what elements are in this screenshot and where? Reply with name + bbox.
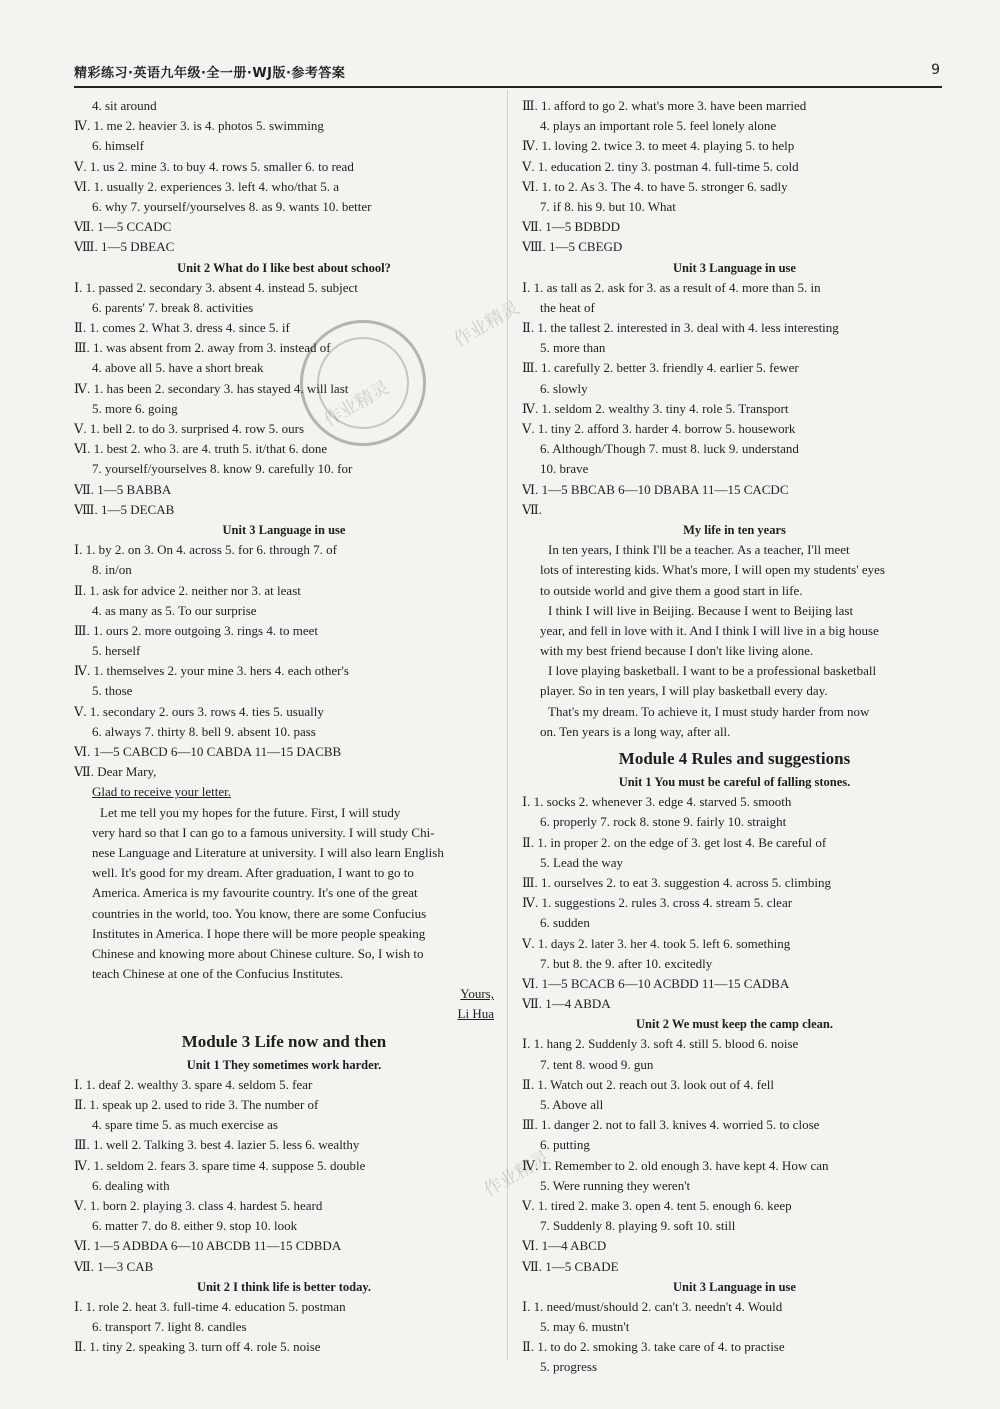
answer-line: Ⅲ. 1. was absent from 2. away from 3. instead of: [74, 340, 331, 356]
answer-line: Ⅰ. 1. deaf 2. wealthy 3. spare 4. seldom 5. fear: [74, 1076, 313, 1092]
answer-line: Ⅰ. 1. hang 2. Suddenly 3. soft 4. still 5. blood 6. noise: [522, 1036, 799, 1052]
answer-line: Ⅶ. 1—5 BABBA: [74, 481, 172, 497]
answer-line: Ⅰ. 1. passed 2. secondary 3. absent 4. instead 5. subject: [74, 279, 358, 295]
answer-line: 5. progress: [540, 1359, 598, 1375]
answer-line: Ⅶ. 1—5 CCADC: [74, 219, 172, 235]
answer-line: 5. more than: [540, 340, 606, 356]
answer-line: Ⅴ. 1. education 2. tiny 3. postman 4. full-time 5. cold: [522, 158, 799, 174]
answer-line: Ⅵ. 1—5 ADBDA 6—10 ABCDB 11—15 CDBDA: [74, 1238, 342, 1254]
answer-line: 4. above all 5. have a short break: [92, 360, 264, 376]
letter-signoff: Li Hua: [457, 1006, 494, 1022]
answer-line: 7. but 8. the 9. after 10. excitedly: [540, 955, 713, 971]
answer-line: Ⅲ. 1. ourselves 2. to eat 3. suggestion 4. across 5. climbing: [522, 874, 831, 890]
left-column: [74, 96, 494, 1357]
answer-line: 7. Suddenly 8. playing 9. soft 10. still: [540, 1218, 736, 1234]
answer-line: Ⅴ. 1. us 2. mine 3. to buy 4. rows 5. smaller 6. to read: [74, 158, 354, 174]
watermark-text: 作业精灵: [450, 297, 524, 352]
answer-line: 5. those: [92, 683, 133, 699]
answer-line: 6. always 7. thirty 8. bell 9. absent 10. pass: [92, 723, 316, 739]
answer-line: Ⅴ. 1. born 2. playing 3. class 4. hardest 5. heard: [74, 1197, 323, 1213]
answer-line: Ⅷ. 1—5 DECAB: [74, 501, 175, 517]
answer-line: Ⅰ. 1. socks 2. whenever 3. edge 4. starved 5. smooth: [522, 794, 792, 810]
answer-line: 5. Lead the way: [540, 854, 624, 870]
answer-line: 7. yourself/yourselves 8. know 9. carefully 10. for: [92, 461, 353, 477]
answer-line: 7. if 8. his 9. but 10. What: [540, 198, 676, 214]
answer-line: the heat of: [540, 299, 595, 315]
answer-line: Ⅳ. 1. Remember to 2. old enough 3. have kept 4. How can: [522, 1157, 829, 1173]
answer-line: 6. sudden: [540, 915, 590, 931]
answer-line: Ⅲ. 1. well 2. Talking 3. best 4. lazier 5. less 6. wealthy: [74, 1137, 360, 1153]
unit-heading: Unit 3 Language in use: [673, 260, 796, 275]
essay-line: lots of interesting kids. What's more, I will open my students' eyes: [540, 562, 885, 578]
answer-line: Ⅶ. Dear Mary,: [74, 764, 157, 780]
answer-line: Ⅵ. 1. best 2. who 3. are 4. truth 5. it/that 6. done: [74, 441, 328, 457]
answer-line: 6. parents' 7. break 8. activities: [92, 299, 254, 315]
answer-line: Ⅰ. 1. need/must/should 2. can't 3. needn't 4. Would: [522, 1298, 783, 1314]
answer-line: 6. Although/Though 7. must 8. luck 9. understand: [540, 441, 799, 457]
answer-line: 6. slowly: [540, 380, 588, 396]
answer-line: Ⅲ. 1. afford to go 2. what's more 3. have been married: [522, 98, 807, 113]
essay-line: I love playing basketball. I want to be a professional basketball: [548, 663, 877, 679]
unit-heading: Unit 2 We must keep the camp clean.: [636, 1017, 833, 1032]
answer-line: Ⅴ. 1. secondary 2. ours 3. rows 4. ties 5. usually: [74, 703, 324, 719]
unit-heading: Unit 1 They sometimes work harder.: [186, 1057, 382, 1072]
answer-line: Ⅱ. 1. in proper 2. on the edge of 3. get lost 4. Be careful of: [522, 834, 827, 850]
answer-line: Ⅱ. 1. the tallest 2. interested in 3. deal with 4. less interesting: [522, 320, 839, 336]
answer-line: 6. why 7. yourself/yourselves 8. as 9. wants 10. better: [92, 198, 372, 214]
answer-line: Ⅵ. 1. usually 2. experiences 3. left 4. who/that 5. a: [74, 178, 340, 194]
essay-line: America. America is my favourite country. It's one of the great: [92, 885, 418, 901]
answer-line: 5. Were running they weren't: [540, 1177, 691, 1193]
answer-line: Ⅲ. 1. ours 2. more outgoing 3. rings 4. to meet: [74, 622, 318, 638]
answer-line: Ⅲ. 1. carefully 2. better 3. friendly 4. earlier 5. fewer: [522, 360, 799, 376]
answer-line: Ⅳ. 1. has been 2. secondary 3. has stayed 4. will last: [74, 380, 349, 396]
unit-heading: Unit 1 You must be careful of falling stones.: [618, 775, 851, 789]
watermark-text: 作业精灵: [320, 377, 394, 432]
right-column: [522, 96, 947, 1378]
answer-line: Ⅴ. 1. bell 2. to do 3. surprised 4. row 5. ours: [74, 421, 305, 436]
essay-line: with my best friend because I don't like living alone.: [540, 643, 814, 659]
answer-line: 10. brave: [540, 461, 589, 477]
answer-line: Ⅰ. 1. role 2. heat 3. full-time 4. education 5. postman: [74, 1298, 346, 1314]
unit-heading: Unit 2 What do I like best about school?: [177, 260, 391, 275]
essay-line: to outside world and give them a good start in life.: [540, 582, 803, 598]
page-header: [74, 60, 942, 88]
answer-line: 8. in/on: [92, 562, 132, 578]
module-heading: Module 3 Life now and then: [181, 1031, 387, 1051]
answer-line: Ⅵ. 1—5 BCACB 6—10 ACBDD 11—15 CADBA: [522, 975, 790, 991]
answer-line: Ⅴ. 1. tiny 2. afford 3. harder 4. borrow 5. housework: [522, 421, 796, 436]
answer-line: Ⅶ. 1—4 ABDA: [522, 996, 611, 1012]
answer-line: 6. matter 7. do 8. either 9. stop 10. look: [92, 1218, 298, 1234]
answer-line: Ⅳ. 1. seldom 2. wealthy 3. tiny 4. role 5. Transport: [522, 400, 789, 416]
answer-line: Ⅷ. 1—5 DBEAC: [74, 239, 175, 255]
answer-line: 4. plays an important role 5. feel lonely alone: [540, 118, 777, 134]
answer-line: Ⅱ. 1. ask for advice 2. neither nor 3. at least: [74, 582, 301, 598]
essay-line: well. It's good for my dream. After graduation, I want to go to: [92, 865, 414, 881]
answer-line: Ⅱ. 1. tiny 2. speaking 3. turn off 4. role 5. noise: [74, 1339, 321, 1355]
answer-line: 4. sit around: [92, 98, 157, 113]
answer-line: Ⅶ. 1—5 BDBDD: [522, 219, 621, 235]
letter-signoff: Yours,: [460, 986, 494, 1002]
essay-line: In ten years, I think I'll be a teacher. As a teacher, I'll meet: [548, 542, 850, 558]
answer-line: Ⅳ. 1. seldom 2. fears 3. spare time 4. suppose 5. double: [74, 1157, 366, 1173]
essay-line: nese Language and Literature at university. I will also learn English: [92, 844, 444, 860]
answer-line: Ⅶ. 1—5 CBADE: [522, 1258, 619, 1274]
answer-line: Ⅴ. 1. days 2. later 3. her 4. took 5. left 6. something: [522, 935, 791, 951]
answer-line: Ⅳ. 1. loving 2. twice 3. to meet 4. playing 5. to help: [522, 138, 795, 154]
unit-heading: Unit 3 Language in use: [673, 1279, 796, 1294]
answer-line: 4. spare time 5. as much exercise as: [92, 1117, 278, 1133]
answer-line: 5. more 6. going: [92, 400, 178, 416]
answer-line: Ⅱ. 1. comes 2. What 3. dress 4. since 5. if: [74, 320, 290, 336]
answer-line: 5. may 6. mustn't: [540, 1319, 630, 1335]
answer-line: 7. tent 8. wood 9. gun: [540, 1056, 654, 1072]
answer-line: Ⅱ. 1. Watch out 2. reach out 3. look out of 4. fell: [522, 1076, 774, 1092]
unit-heading: Unit 3 Language in use: [222, 522, 346, 537]
answer-line: Ⅶ. 1—3 CAB: [74, 1258, 154, 1274]
answer-line: Ⅴ. 1. tired 2. make 3. open 4. tent 5. enough 6. keep: [522, 1197, 792, 1213]
header-title: 精彩练习·英语九年级·全一册·WJ版·参考答案: [74, 66, 346, 81]
watermark-text: 作业精灵: [480, 1147, 554, 1202]
answer-line: Glad to receive your letter.: [92, 784, 231, 800]
essay-line: year, and fell in love with it. And I think I will live in a big house: [540, 622, 879, 638]
answer-line: Ⅳ. 1. themselves 2. your mine 3. hers 4. each other's: [74, 663, 349, 679]
answer-line: Ⅵ. 1—4 ABCD: [522, 1238, 607, 1254]
essay-line: Let me tell you my hopes for the future. First, I will study: [100, 804, 401, 820]
module-heading: Module 4 Rules and suggestions: [618, 749, 851, 768]
answer-line: 6. properly 7. rock 8. stone 9. fairly 10. straight: [540, 814, 787, 830]
essay-line: I think I will live in Beijing. Because I went to Beijing last: [548, 602, 854, 618]
essay-line: on. Ten years is a long way, after all.: [540, 723, 731, 739]
answer-line: 6. transport 7. light 8. candles: [92, 1319, 247, 1335]
essay-line: Chinese and knowing more about Chinese culture. So, I wish to: [92, 945, 424, 961]
answer-line: Ⅱ. 1. to do 2. smoking 3. take care of 4. to practise: [522, 1339, 785, 1355]
answer-line: 5. Above all: [540, 1097, 604, 1112]
unit-heading: Unit 2 I think life is better today.: [196, 1279, 372, 1294]
essay-line: countries in the world, too. You know, there are some Confucius: [92, 905, 427, 921]
answer-line: Ⅵ. 1. to 2. As 3. The 4. to have 5. stronger 6. sadly: [522, 178, 788, 194]
essay-line: Institutes in America. I hope there will be more people speaking: [92, 925, 426, 941]
answer-line: Ⅱ. 1. speak up 2. used to ride 3. The number of: [74, 1097, 319, 1112]
answer-line: Ⅰ. 1. as tall as 2. ask for 3. as a result of 4. more than 5. in: [522, 279, 821, 295]
answer-line: Ⅰ. 1. by 2. on 3. On 4. across 5. for 6. through 7. of: [74, 542, 337, 558]
answer-line: Ⅵ. 1—5 CABCD 6—10 CABDA 11—15 DACBB: [74, 744, 342, 759]
answer-line: Ⅷ. 1—5 CBEGD: [522, 239, 623, 255]
answer-line: 6. himself: [92, 138, 144, 154]
answer-line: Ⅵ. 1—5 BBCAB 6—10 DBABA 11—15 CACDC: [522, 481, 789, 497]
page-number: 9: [931, 62, 940, 78]
essay-line: very hard so that I can go to a famous university. I will study Chi-: [92, 824, 435, 840]
answer-line: 6. putting: [540, 1137, 590, 1153]
unit-heading: My life in ten years: [683, 522, 786, 537]
answer-line: 5. herself: [92, 643, 141, 659]
answer-line: Ⅶ.: [522, 501, 543, 517]
answer-line: Ⅳ. 1. me 2. heavier 3. is 4. photos 5. swimming: [74, 118, 324, 134]
answer-line: Ⅳ. 1. suggestions 2. rules 3. cross 4. stream 5. clear: [522, 895, 793, 911]
answer-line: Ⅲ. 1. danger 2. not to fall 3. knives 4. worried 5. to close: [522, 1117, 820, 1133]
answer-line: 6. dealing with: [92, 1177, 170, 1193]
essay-line: That's my dream. To achieve it, I must study harder from now: [548, 703, 870, 719]
essay-line: player. So in ten years, I will play basketball every day.: [540, 683, 828, 699]
essay-line: teach Chinese at one of the Confucius Institutes.: [92, 966, 344, 982]
answer-line: 4. as many as 5. To our surprise: [92, 602, 257, 618]
